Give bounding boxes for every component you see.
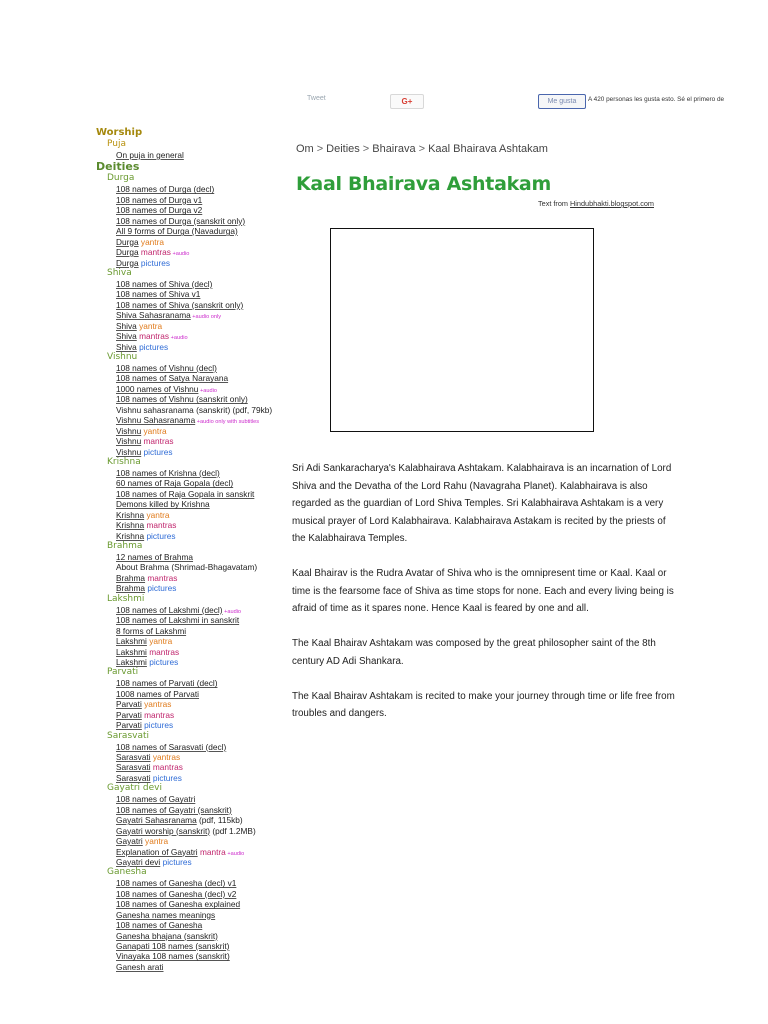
sidebar-link[interactable]: 108 names of Shiva v1 — [116, 289, 201, 300]
group-shiva: Shiva — [107, 267, 132, 278]
sidebar-link[interactable]: About Brahma (Shrimad-Bhagavatam) — [116, 562, 258, 573]
article-body — [292, 460, 676, 740]
breadcrumb-item[interactable]: Om — [296, 143, 314, 155]
sidebar-link[interactable]: Lakshmi pictures — [116, 656, 179, 667]
sidebar-link[interactable]: Explanation of Gayatri mantra +audio — [116, 846, 245, 857]
sidebar-link[interactable]: Ganapati 108 names (sanskrit) — [116, 941, 230, 951]
sidebar-link[interactable]: Gayatri Sahasranama (pdf, 115kb) — [116, 815, 243, 826]
breadcrumb-separator: > — [418, 143, 426, 155]
sidebar-link[interactable]: Vishnu mantras — [116, 436, 174, 447]
source-link[interactable]: Hindubhakti.blogspot.com — [570, 199, 654, 208]
sidebar-link[interactable]: 108 names of Ganesha explained — [116, 899, 241, 910]
sidebar-link[interactable]: Vishnu sahasranama (sanskrit) (pdf, 79kb) — [116, 404, 273, 415]
sidebar-link[interactable]: Gayatri yantra — [116, 836, 169, 847]
sidebar-link[interactable]: Krishna yantra — [116, 509, 170, 520]
sidebar-link[interactable]: Ganesha bhajana (sanskrit) — [116, 930, 218, 941]
sidebar-link[interactable]: All 9 forms of Durga (Navadurga) — [116, 226, 238, 237]
section-deities: Deities — [96, 160, 140, 174]
sidebar-link[interactable]: Vishnu yantra — [116, 425, 167, 436]
sidebar-link[interactable]: 108 names of Lakshmi (decl) +audio — [116, 604, 242, 615]
sidebar-link[interactable]: Gayatri worship (sanskrit) (pdf 1.2MB) — [116, 825, 256, 836]
sidebar-link[interactable]: Shiva Sahasranama +audio only — [116, 310, 222, 321]
article-paragraph: The Kaal Bhairav Ashtakam was composed by the great philosopher saint of the 8th century AD Adi Shankara. — [292, 638, 656, 667]
sidebar-link[interactable]: Vinayaka 108 names (sanskrit) — [116, 951, 230, 962]
sidebar-link[interactable]: 108 names of Vishnu (sanskrit only) — [116, 394, 248, 405]
article-paragraph: Sri Adi Sankaracharya's Kalabhairava Ashtakam. Kalabhairava is an incarnation of Lord Shiva and the Devatha of the Lord Rahu (Navagraha Planet). Kalabhairava is also regarded as the guardian of Lord Shiva Temples. Sri Kalabhairava Ashtakam is a very musical prayer of Lord Kalabhairava. Kalabhairava Astakam is recited by the priests of the Kalabhairava Temples. — [292, 463, 672, 544]
sidebar-link[interactable]: 12 names of Brahma — [116, 552, 194, 562]
sidebar-link[interactable]: Shiva pictures — [116, 341, 169, 352]
sidebar-link[interactable]: 108 names of Parvati (decl) — [116, 678, 218, 689]
sidebar-link[interactable]: Vishnu Sahasranama +audio only with subtitles — [116, 415, 260, 426]
sidebar-link[interactable]: On puja in general — [116, 150, 184, 160]
sidebar-link[interactable]: 108 names of Satya Narayana — [116, 373, 229, 384]
group-krishna: Krishna — [107, 456, 141, 467]
group-durga: Durga — [107, 173, 135, 184]
sidebar-link[interactable]: Sarasvati yantras — [116, 752, 181, 762]
breadcrumb-separator: > — [316, 143, 324, 155]
sidebar-link[interactable]: Lakshmi mantras — [116, 646, 180, 657]
sidebar-link[interactable]: 1008 names of Parvati — [116, 688, 200, 699]
sidebar-link[interactable]: 8 forms of Lakshmi — [116, 625, 187, 636]
social-bar — [0, 94, 768, 110]
sidebar-link[interactable]: 108 names of Durga v1 — [116, 194, 203, 205]
sidebar-link[interactable]: Ganesh arati — [116, 961, 164, 972]
sidebar-link[interactable]: 108 names of Raja Gopala in sanskrit — [116, 488, 255, 499]
sidebar-nav — [96, 127, 281, 972]
like-button[interactable]: Me gusta — [538, 94, 586, 109]
breadcrumb-separator: > — [362, 143, 370, 155]
google-plus-button[interactable]: G+ — [390, 94, 424, 109]
breadcrumb-item[interactable]: Deities — [326, 143, 360, 155]
embedded-frame — [330, 228, 594, 432]
sidebar-link[interactable]: 108 names of Shiva (sanskrit only) — [116, 299, 244, 310]
sidebar-link[interactable]: Gayatri devi pictures — [116, 856, 192, 867]
sidebar-link[interactable]: Sarasvati pictures — [116, 772, 182, 783]
sidebar-link[interactable]: Ganesha names meanings — [116, 909, 216, 920]
sidebar-link[interactable]: Krishna pictures — [116, 530, 176, 541]
tweet-button[interactable]: Tweet — [307, 95, 326, 102]
sidebar-link[interactable]: Parvati pictures — [116, 720, 174, 731]
sidebar-link[interactable]: Demons killed by Krishna — [116, 499, 210, 510]
sidebar-link[interactable]: Brahma pictures — [116, 583, 177, 594]
sidebar-link[interactable]: 108 names of Gayatri — [116, 794, 196, 805]
sidebar-link[interactable]: Vishnu pictures — [116, 446, 173, 457]
sidebar-link[interactable]: Durga pictures — [116, 257, 170, 268]
sidebar-link[interactable]: 108 names of Ganesha (decl) v1 — [116, 878, 237, 889]
sidebar-link[interactable]: 108 names of Durga (sanskrit only) — [116, 215, 246, 226]
group-ganesha: Ganesha — [107, 867, 147, 878]
breadcrumb-item: Kaal Bhairava Ashtakam — [428, 143, 548, 155]
section-worship: Worship — [96, 127, 143, 138]
sidebar-link[interactable]: Brahma mantras — [116, 572, 178, 583]
article-paragraph: Kaal Bhairav is the Rudra Avatar of Shiva who is the omnipresent time or Kaal. Kaal or time is the fearsome face of Shiva as time stops for none. Each and every living being is afraid of time as it spares none. Hence Kaal is feared by one and all. — [292, 568, 674, 614]
sidebar-link[interactable]: Shiva mantras +audio — [116, 331, 188, 342]
sidebar-link[interactable]: 1000 names of Vishnu +audio — [116, 383, 217, 394]
source-credit — [538, 199, 654, 208]
sidebar-link[interactable]: 108 names of Vishnu (decl) — [116, 363, 217, 373]
sidebar-link[interactable]: 60 names of Raja Gopala (decl) — [116, 478, 234, 489]
sidebar-link[interactable]: Shiva yantra — [116, 320, 163, 331]
group-parvati: Parvati — [107, 667, 139, 678]
sidebar-link[interactable]: 108 names of Ganesha — [116, 920, 203, 931]
sidebar-link[interactable]: Durga mantras +audio — [116, 247, 190, 258]
sidebar-link[interactable]: 108 names of Lakshmi in sanskrit — [116, 615, 240, 626]
sidebar-link[interactable]: Krishna mantras — [116, 520, 177, 531]
sidebar-link[interactable]: Durga yantra — [116, 236, 164, 247]
article-paragraph: The Kaal Bhairav Ashtakam is recited to make your journey through time or life free from troubles and dangers. — [292, 690, 675, 719]
sidebar-link[interactable]: 108 names of Ganesha (decl) v2 — [116, 888, 237, 899]
group-vishnu: Vishnu — [107, 352, 138, 362]
sidebar-link[interactable]: 108 names of Sarasvati (decl) — [116, 741, 227, 752]
breadcrumb — [296, 143, 548, 155]
sidebar-link[interactable]: Sarasvati mantras — [116, 762, 183, 773]
group-gayatri-devi: Gayatri devi — [107, 783, 162, 794]
sidebar-link[interactable]: Lakshmi yantra — [116, 636, 173, 647]
source-prefix: Text from — [538, 199, 571, 208]
group-brahma: Brahma — [107, 541, 143, 551]
group-sarasvati: Sarasvati — [107, 730, 150, 741]
breadcrumb-item[interactable]: Bhairava — [372, 143, 416, 155]
sidebar-link[interactable]: Parvati yantras — [116, 699, 172, 710]
sidebar-link[interactable]: 108 names of Durga v2 — [116, 205, 203, 216]
sidebar-link[interactable]: 108 names of Shiva (decl) — [116, 278, 213, 289]
sidebar-link[interactable]: Parvati mantras — [116, 709, 175, 720]
sidebar-link[interactable]: 108 names of Gayatri (sanskrit) — [116, 804, 232, 815]
deity-groups — [96, 173, 281, 972]
page-title: Kaal Bhairava Ashtakam — [296, 173, 551, 195]
sidebar-link[interactable]: 108 names of Durga (decl) — [116, 184, 215, 195]
like-count-text: A 420 personas les gusta esto. Sé el primero de — [588, 96, 725, 103]
group-lakshmi: Lakshmi — [107, 593, 145, 604]
sidebar-link[interactable]: 108 names of Krishna (decl) — [116, 467, 220, 478]
group-puja: Puja — [107, 139, 126, 149]
